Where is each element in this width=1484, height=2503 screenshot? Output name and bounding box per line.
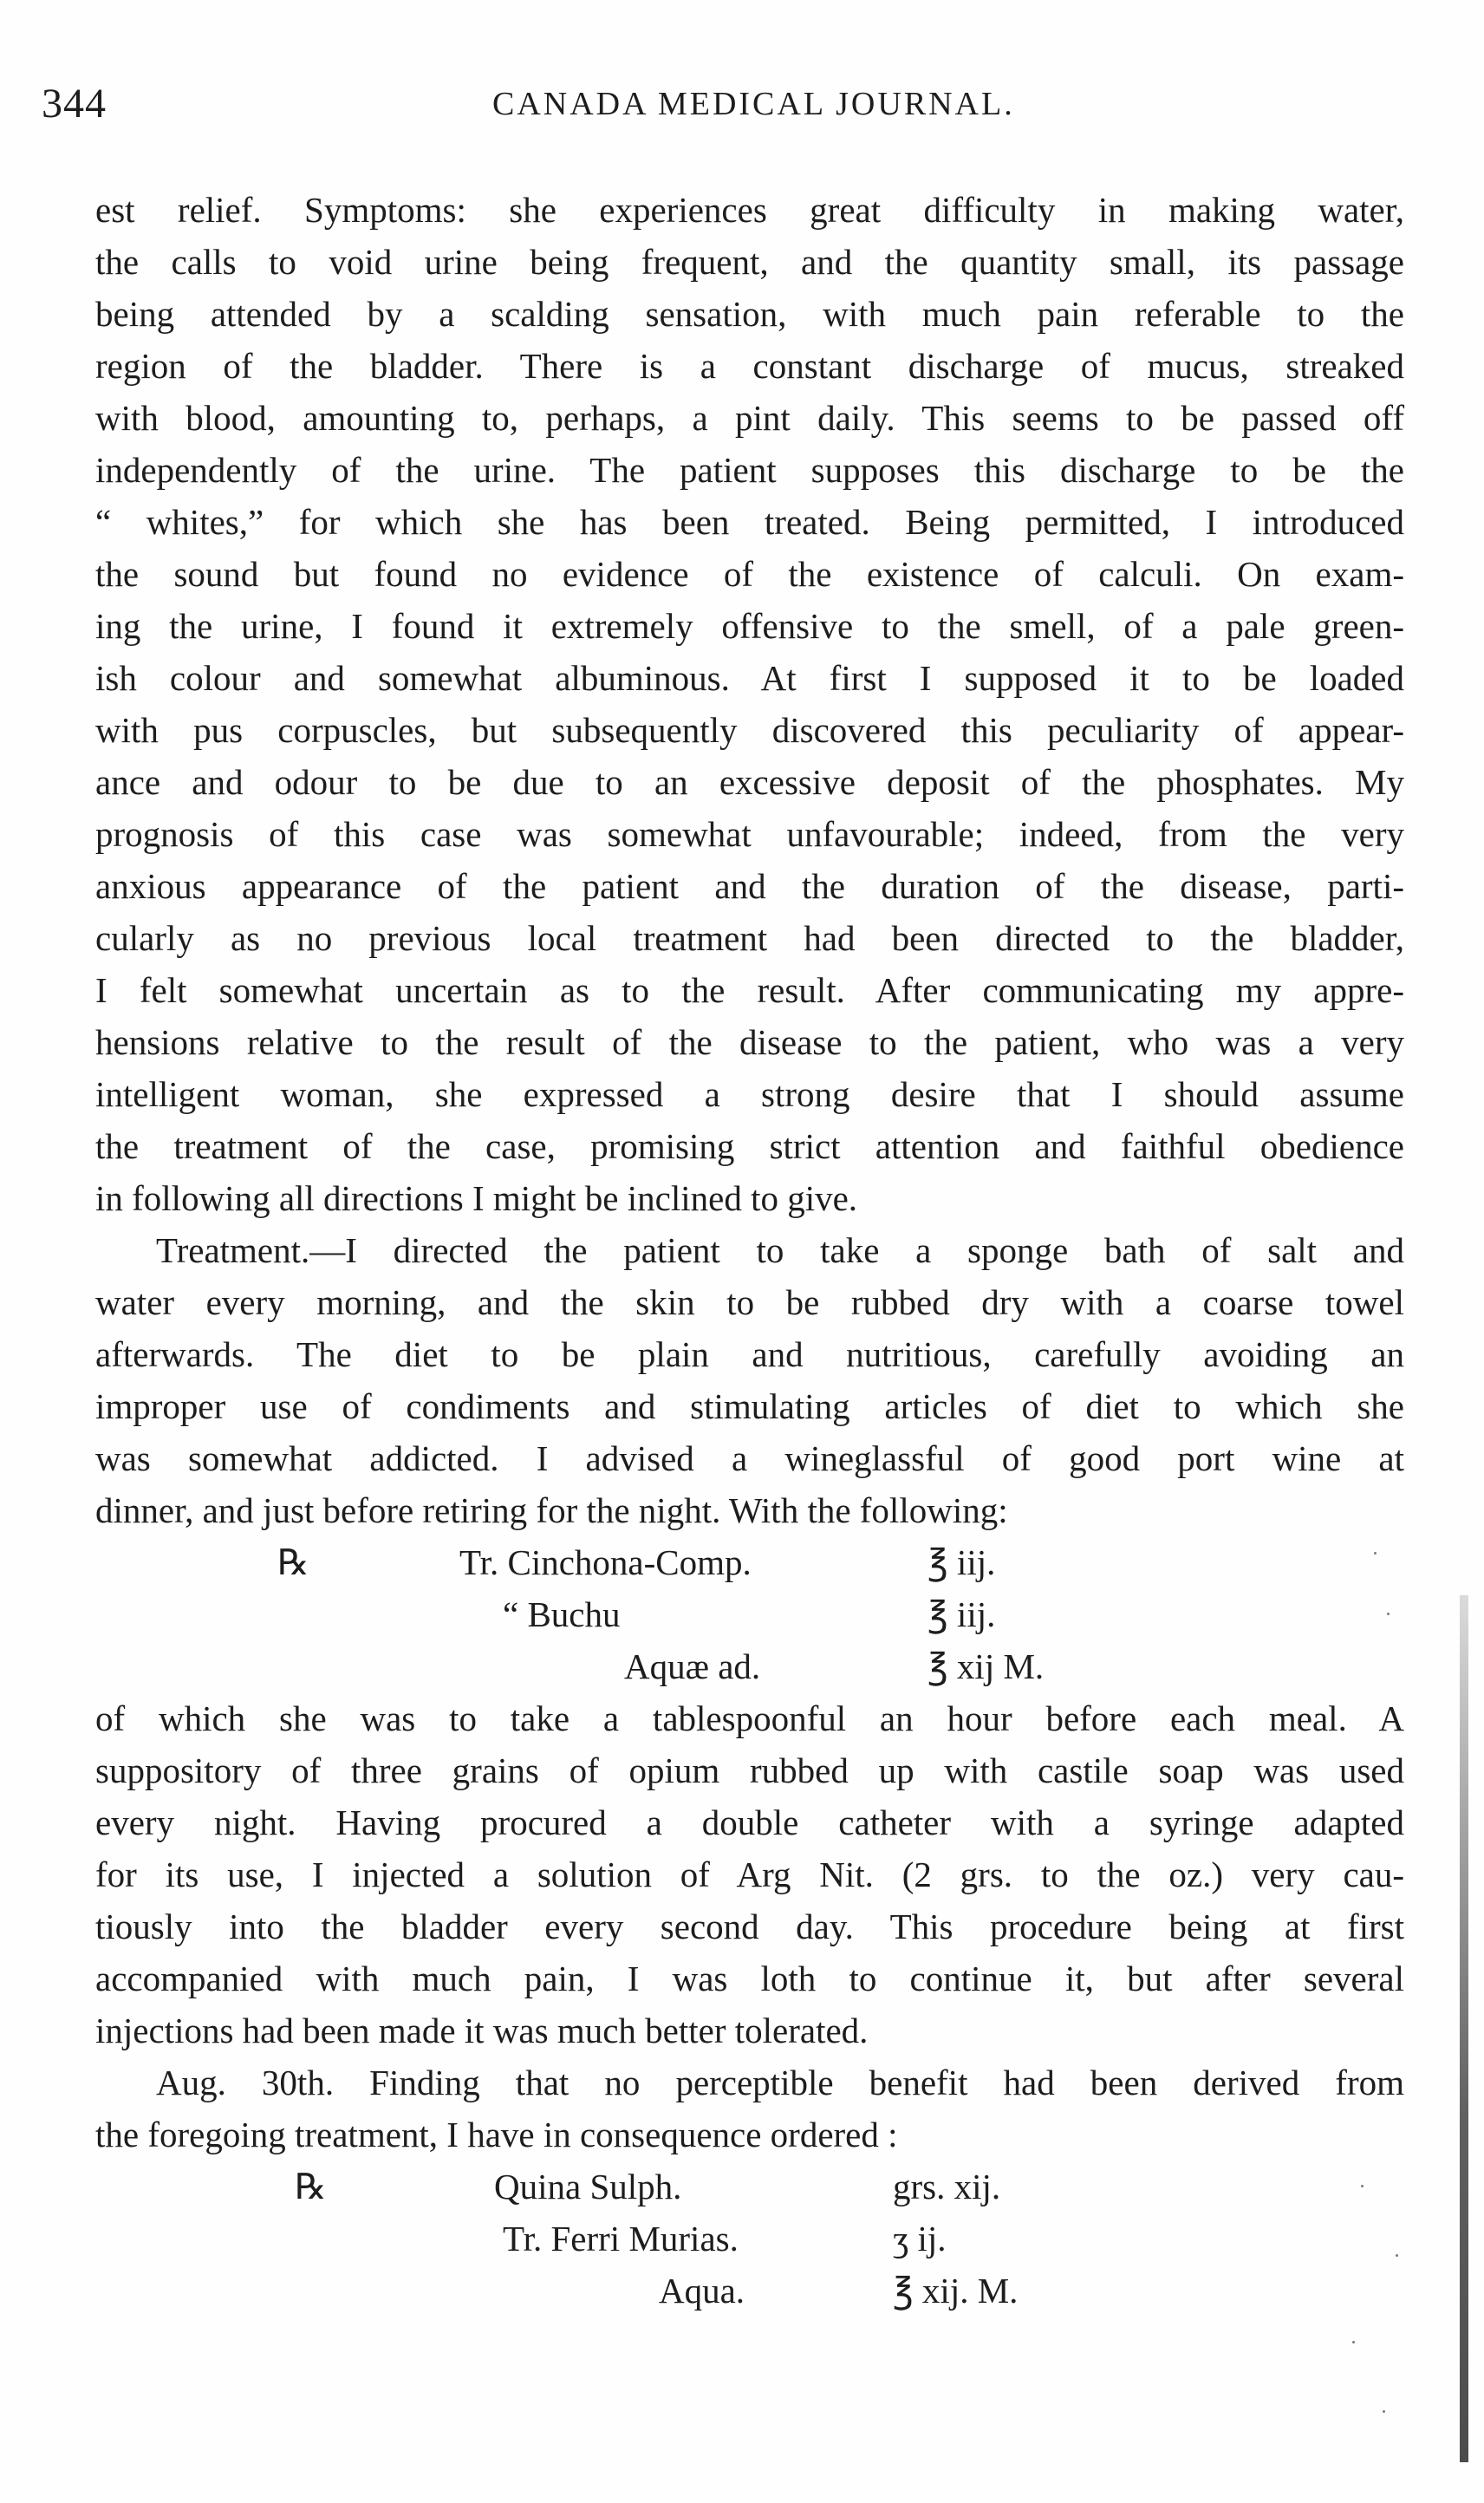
text-line: water every morning, and the skin to be rubbed dry with a coarse towel: [95, 1282, 1404, 1322]
text-line: Aug. 30th. Finding that no perceptible benefit had been derived from: [156, 2063, 1404, 2102]
scan-speck: [1352, 2341, 1355, 2343]
text-line: region of the bladder. There is a constant discharge of mucus, streaked: [95, 346, 1404, 386]
ingredient-name: Tr. Cinchona-Comp.: [459, 1542, 752, 1582]
ingredient-name: Tr. Ferri Murias.: [503, 2219, 739, 2259]
prescription-row: [95, 1640, 1404, 1692]
text-line: dinner, and just before retiring for the night. With the following:: [95, 1490, 1008, 1530]
text-line: ish colour and somewhat albuminous. At first I supposed it to be loaded: [95, 658, 1404, 698]
ingredient-name: Quina Sulph.: [494, 2167, 682, 2206]
prescription-row: [95, 2265, 1404, 2317]
scan-speck: [1396, 2254, 1398, 2257]
text-line: I felt somewhat uncertain as to the result. After communicating my appre-: [95, 970, 1404, 1010]
text-line: anxious appearance of the patient and the duration of the disease, parti-: [95, 866, 1404, 906]
text-line: est relief. Symptoms: she experiences great difficulty in making water,: [95, 190, 1404, 230]
ingredient-amount: grs. xij.: [893, 2167, 1001, 2206]
text-line: accompanied with much pain, I was loth to continue it, but after several: [95, 1959, 1404, 1998]
ingredient-amount: ℥ iij.: [928, 1594, 996, 1634]
text-line: being attended by a scalding sensation, with much pain referable to the: [95, 294, 1404, 334]
scan-speck: [1374, 1552, 1377, 1555]
text-line: Treatment.—I directed the patient to take a sponge bath of salt and: [156, 1230, 1404, 1270]
ingredient-name: “ Buchu: [503, 1594, 621, 1634]
article-body: [95, 184, 1404, 2317]
text-line: ance and odour to be due to an excessive deposit of the phosphates. My: [95, 762, 1404, 802]
ingredient-name: Aqua.: [659, 2271, 745, 2311]
text-line: the calls to void urine being frequent, and the quantity small, its passage: [95, 242, 1404, 282]
text-line: suppository of three grains of opium rubbed up with castile soap was used: [95, 1750, 1404, 1790]
ingredient-amount: ℥ xij. M.: [893, 2271, 1019, 2311]
prescription-row: [95, 1536, 1404, 1588]
scan-speck: [1361, 2185, 1364, 2187]
running-head: CANADA MEDICAL JOURNAL.: [492, 86, 1015, 122]
text-line: in following all directions I might be inclined to give.: [95, 1178, 858, 1218]
text-line: with pus corpuscles, but subsequently discovered this peculiarity of appear-: [95, 710, 1404, 750]
ingredient-amount: ℥ iij.: [928, 1542, 996, 1582]
prescription-row: [95, 2213, 1404, 2265]
text-line: afterwards. The diet to be plain and nutritious, carefully avoiding an: [95, 1334, 1404, 1374]
prescription-2: [95, 2161, 1404, 2317]
text-line: hensions relative to the result of the disease to the patient, who was a very: [95, 1022, 1404, 1062]
text-line: tiously into the bladder every second day. This procedure being at first: [95, 1907, 1404, 1946]
text-line: the treatment of the case, promising strict attention and faithful obedience: [95, 1126, 1404, 1166]
text-line: improper use of condiments and stimulating articles of diet to which she: [95, 1386, 1404, 1426]
text-line: with blood, amounting to, perhaps, a pint daily. This seems to be passed off: [95, 398, 1404, 438]
text-line: every night. Having procured a double catheter with a syringe adapted: [95, 1802, 1404, 1842]
text-line: “ whites,” for which she has been treated. Being permitted, I introduced: [95, 502, 1404, 542]
prescription-1: [95, 1536, 1404, 1692]
text-line: ing the urine, I found it extremely offensive to the smell, of a pale green-: [95, 606, 1404, 646]
page-header: [42, 80, 1394, 140]
text-line: for its use, I injected a solution of Arg Nit. (2 grs. to the oz.) very cau-: [95, 1854, 1404, 1894]
text-line: the foregoing treatment, I have in consequence ordered :: [95, 2115, 898, 2154]
text-line: prognosis of this case was somewhat unfavourable; indeed, from the very: [95, 814, 1404, 854]
text-line: independently of the urine. The patient supposes this discharge to be the: [95, 450, 1404, 490]
text-line: was somewhat addicted. I advised a wineglassful of good port wine at: [95, 1438, 1404, 1478]
recipe-symbol: ℞: [277, 1542, 309, 1582]
prescription-row: [95, 2161, 1404, 2213]
text-line: intelligent woman, she expressed a strong desire that I should assume: [95, 1074, 1404, 1114]
ingredient-amount: ℥ xij M.: [928, 1646, 1045, 1686]
scan-speck: [1383, 2410, 1385, 2413]
page-number: 344: [42, 81, 107, 127]
ingredient-name: Aquæ ad.: [624, 1646, 761, 1686]
text-line: the sound but found no evidence of the existence of calculi. On exam-: [95, 554, 1404, 594]
text-line: injections had been made it was much better tolerated.: [95, 2011, 869, 2050]
prescription-row: [95, 1588, 1404, 1640]
recipe-symbol: ℞: [295, 2167, 327, 2206]
ingredient-amount: ʒ ij.: [893, 2219, 947, 2259]
scan-speck: [1387, 1613, 1390, 1615]
text-line: of which she was to take a tablespoonful an hour before each meal. A: [95, 1698, 1404, 1738]
text-line: cularly as no previous local treatment had been directed to the bladder,: [95, 918, 1404, 958]
scan-edge-shadow: [1460, 1595, 1468, 2462]
